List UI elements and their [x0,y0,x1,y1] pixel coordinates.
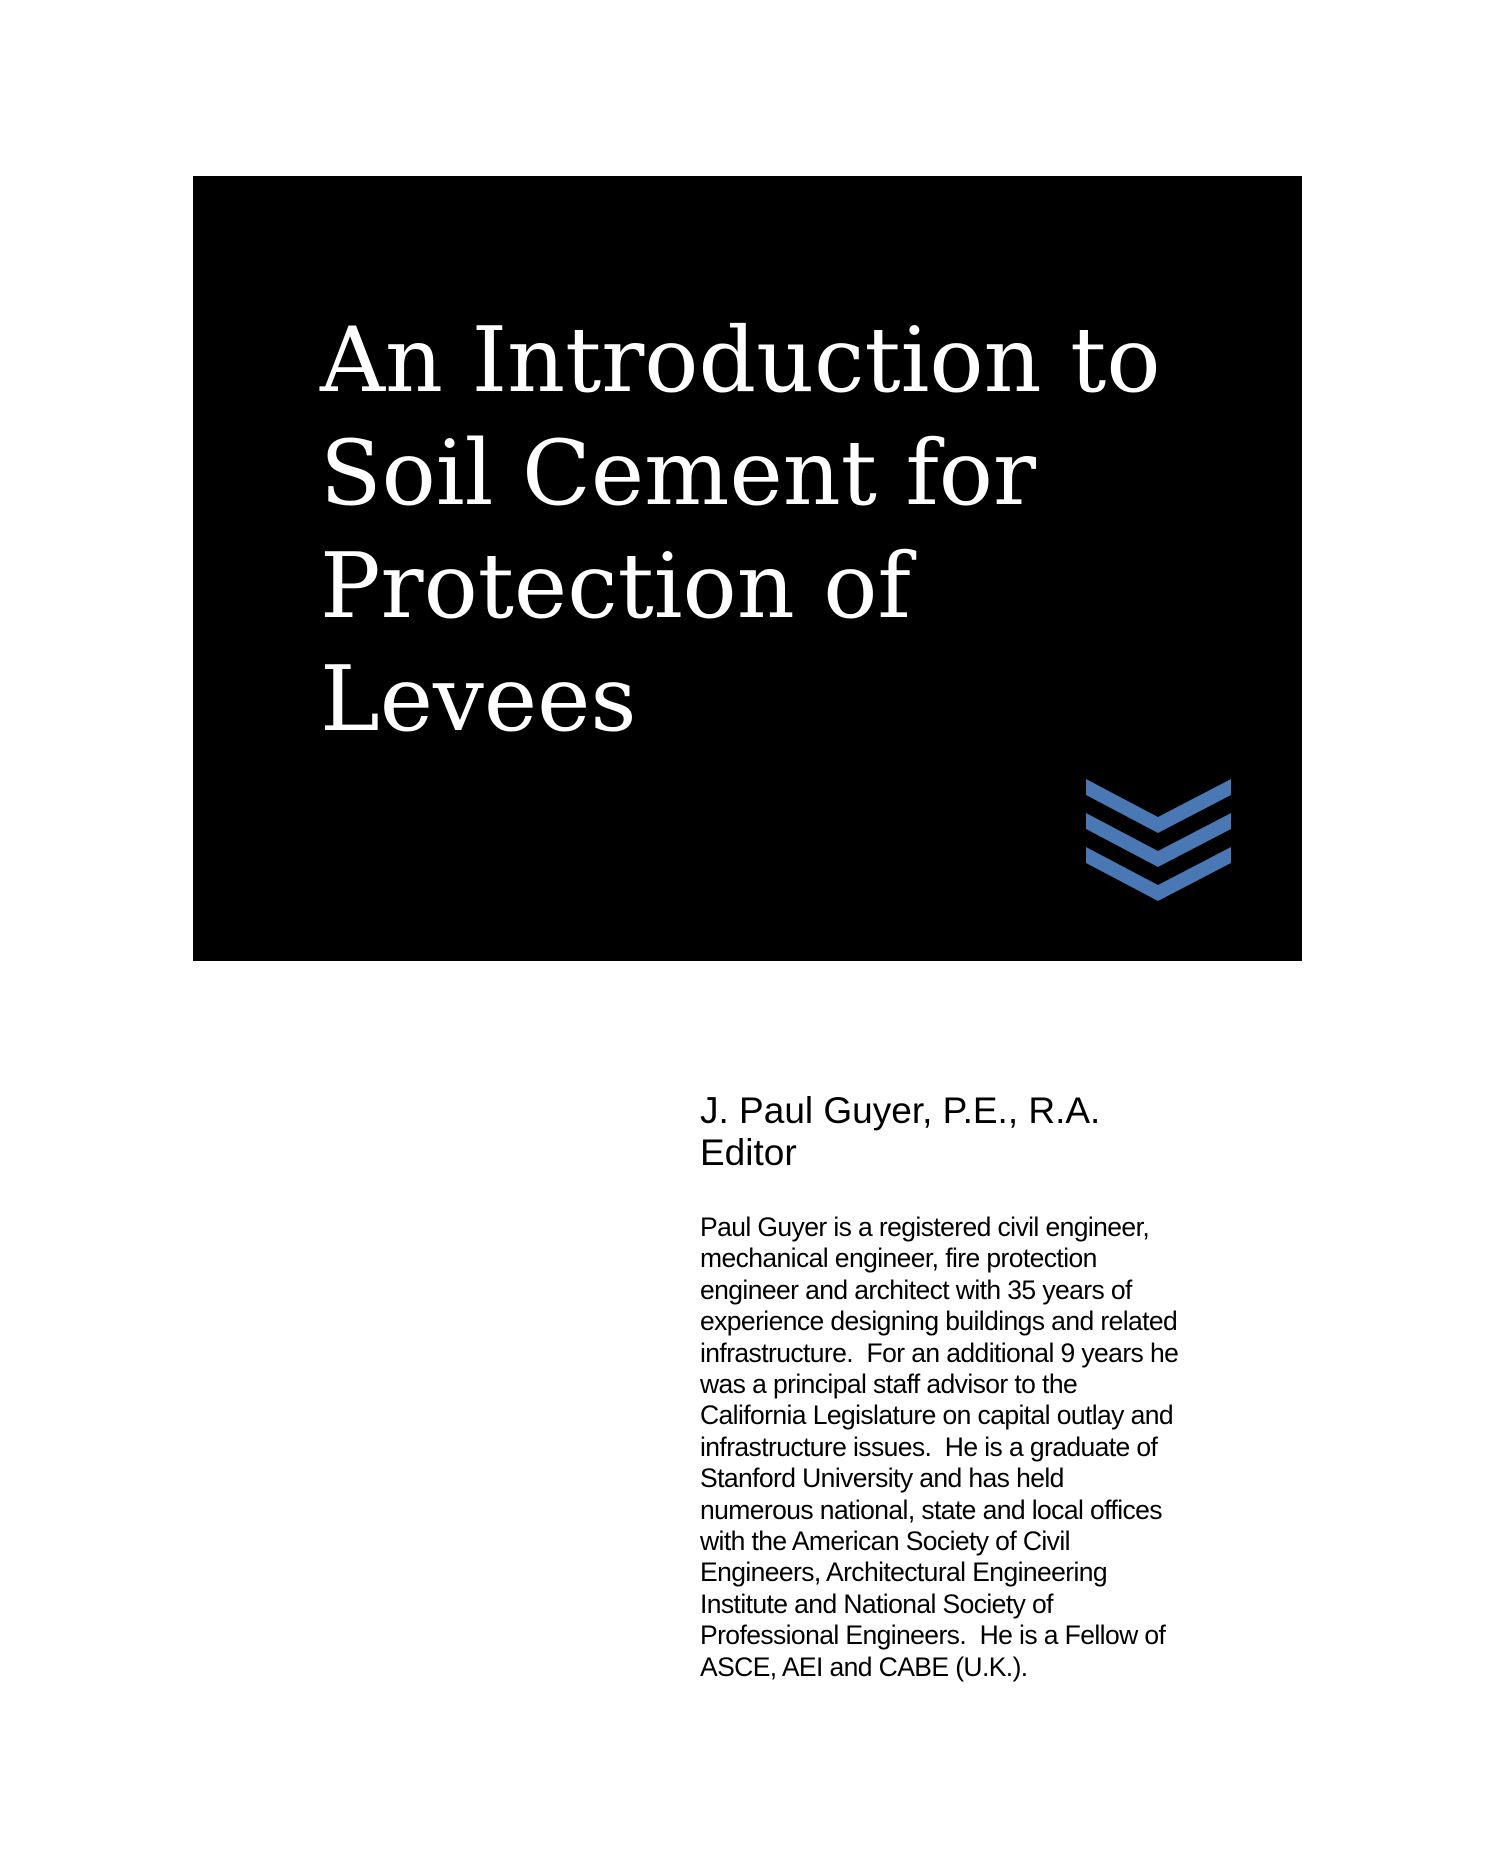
bio-line: California Legislature on capital outlay and [700,1400,1173,1431]
bio-line: with the American Society of Civil [700,1526,1070,1557]
book-title-line-3: Protection of [320,534,911,639]
author-role: Editor [700,1132,797,1173]
bio-line: Institute and National Society of [700,1588,1053,1619]
bio-line: mechanical engineer, fire protection [700,1243,1097,1274]
bio-line: Engineers, Architectural Engineering [700,1557,1108,1588]
bio-line: was a principal staff advisor to the [700,1369,1078,1400]
book-title [320,304,1220,756]
cover-title-panel [193,176,1302,961]
bio-line: engineer and architect with 35 years of [700,1274,1132,1305]
book-title-line-4: Levees [320,647,637,752]
bio-line: ASCE, AEI and CABE (U.K.). [700,1651,1028,1682]
bio-line: Professional Engineers. He is a Fellow of [700,1620,1166,1651]
bio-line: Stanford University and has held [700,1463,1064,1494]
book-title-line-1: An Introduction to [320,308,1161,413]
bio-line: Paul Guyer is a registered civil engineer, [700,1212,1150,1242]
bio-line: infrastructure issues. He is a graduate of [700,1431,1158,1462]
triple-chevron-down-icon [1086,779,1231,901]
bio-line: numerous national, state and local offices [700,1494,1162,1525]
bio-line: infrastructure. For an additional 9 years he [700,1337,1179,1368]
book-title-line-2: Soil Cement for [320,421,1037,526]
author-block [700,1090,1260,1683]
author-name: J. Paul Guyer, P.E., R.A. [700,1090,1101,1131]
bio-line: experience designing buildings and related [700,1306,1178,1337]
author-bio [700,1212,1260,1683]
